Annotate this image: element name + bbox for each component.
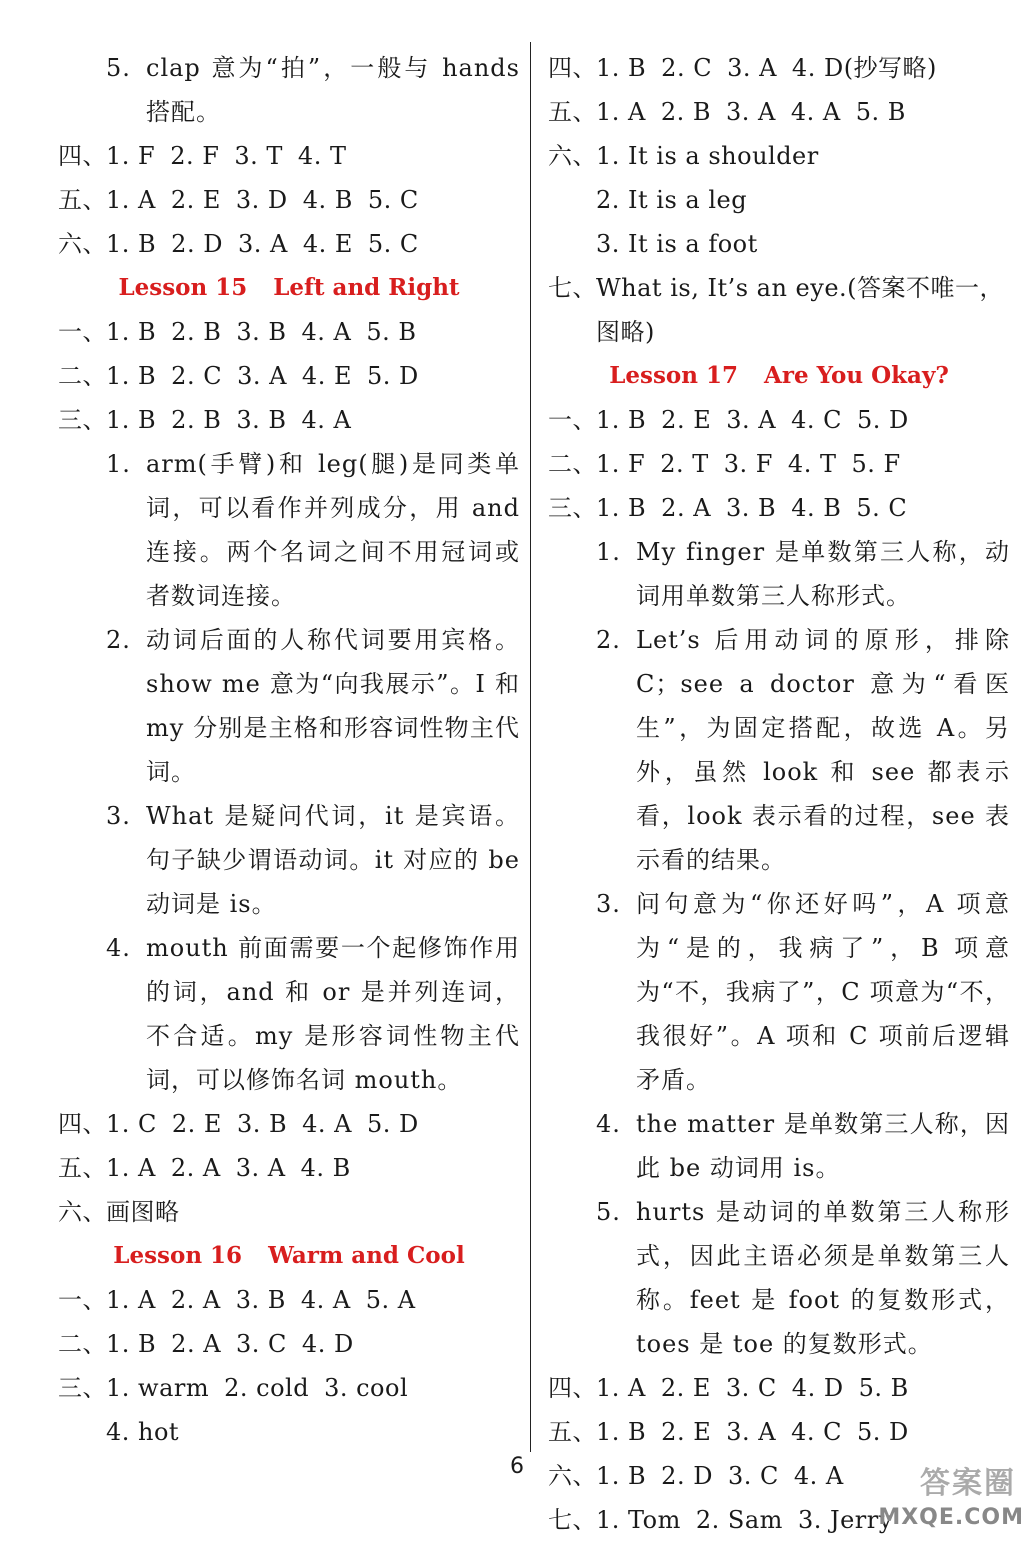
note-text: Let’s 后用动词的原形，排除 C；see a doctor 意为“看医生”，为固定搭配，故选 A。另外，虽然 look 和 see 都表示看，look 表示看的过程，see 表示看的结果。	[636, 626, 1010, 874]
section-label: 三、	[548, 494, 597, 522]
section-label: 二、	[58, 1330, 107, 1358]
answer-item: 1. B	[596, 1462, 647, 1490]
answer-item: 2. F	[170, 142, 220, 170]
lesson-heading	[548, 354, 1010, 398]
answer-row	[58, 1146, 520, 1190]
section-label: 五、	[58, 186, 107, 214]
answer-item: 3. B	[236, 1110, 288, 1138]
answers	[596, 98, 921, 126]
note-number: 3.	[596, 890, 621, 918]
answer-item: 3. B	[235, 1286, 286, 1314]
answer-row	[58, 134, 520, 178]
answer-item: 5. A	[365, 1286, 416, 1314]
answers	[106, 1374, 423, 1402]
answer-item: 3. A	[726, 98, 776, 126]
note-number: 2.	[106, 626, 131, 654]
section-label: 一、	[548, 406, 597, 434]
answer-row	[548, 442, 1010, 486]
answer-item: 2. T	[660, 450, 709, 478]
answer-item: 3. B	[726, 494, 777, 522]
answer-item: 4. B	[300, 1154, 351, 1182]
answer-row	[58, 1322, 520, 1366]
answers	[106, 1286, 431, 1314]
answer-item: 1. It is a shoulder	[596, 142, 819, 170]
answer-row	[58, 1278, 520, 1322]
answer-item: 4. A	[300, 1286, 351, 1314]
answer-item: 3. cool	[324, 1374, 409, 1402]
note-number: 5.	[106, 54, 131, 82]
answers	[106, 1110, 434, 1138]
lesson-number: Lesson 16	[113, 1242, 243, 1269]
note-text: What 是疑问代词，it 是宾语。句子缺少谓语动词。it 对应的 be 动词是 is。	[146, 802, 520, 918]
answer-row	[58, 178, 520, 222]
answer-item: 1. B	[596, 406, 647, 434]
note-number: 1.	[106, 450, 131, 478]
continuation-line: 2. It is a leg	[596, 186, 748, 214]
note-text: arm(手臂)和 leg(腿)是同类单词，可以看作并列成分，用 and 连接。两个名词之间不用冠词或者数词连接。	[146, 450, 520, 610]
answer-item: 3. A	[726, 1418, 777, 1446]
answer-item: 4. A	[302, 1110, 352, 1138]
answer-item: 5. D	[856, 406, 909, 434]
answer-item: 1. B	[596, 54, 647, 82]
explanation-note	[548, 882, 1010, 1102]
lesson-title: Warm and Cool	[268, 1242, 465, 1269]
answers	[106, 406, 366, 434]
answer-item: 1. F	[106, 142, 156, 170]
answer-row	[548, 1410, 1010, 1454]
continuation-line: 3. It is a foot	[596, 230, 758, 258]
section-label: 一、	[58, 318, 107, 346]
section-label: 五、	[548, 1418, 597, 1446]
column-divider	[530, 42, 531, 1452]
note-number: 4.	[106, 934, 131, 962]
answers	[106, 1154, 366, 1182]
answer-item: 4. E	[302, 230, 353, 258]
answer-item: 5. D	[856, 1418, 909, 1446]
lesson-number: Lesson 15	[118, 274, 248, 301]
answer-item: 2. A	[661, 494, 712, 522]
explanation-note	[58, 926, 520, 1102]
note-text: hurts 是动词的单数第三人称形式，因此主语必须是单数第三人称。feet 是 foot 的复数形式，toes 是 toe 的复数形式。	[636, 1198, 1010, 1358]
section-label: 二、	[58, 362, 107, 390]
answer-item: 1. B	[106, 1330, 157, 1358]
answer-row	[58, 1366, 520, 1410]
lesson-title: Are You Okay?	[763, 362, 949, 389]
answer-item: 4. A	[790, 98, 841, 126]
answer-item: 4. D	[301, 1330, 354, 1358]
answer-item: 1. B	[106, 406, 157, 434]
answer-item: 1. Tom	[596, 1506, 681, 1534]
answer-item: 2. E	[171, 1110, 222, 1138]
note-text: My finger 是单数第三人称，动词用单数第三人称形式。	[636, 538, 1010, 610]
continuation-line: 4. hot	[106, 1418, 180, 1446]
note-number: 3.	[106, 802, 131, 830]
section-label: 七、	[548, 1506, 597, 1534]
answer-item: 4. A	[301, 406, 352, 434]
answers	[596, 1506, 908, 1534]
explanation-note	[548, 1190, 1010, 1366]
section-label: 六、	[548, 142, 597, 170]
right-column	[548, 46, 1010, 1542]
answer-item: 3. B	[236, 406, 287, 434]
answer-row	[58, 1190, 520, 1234]
answer-item: 4. A	[793, 1462, 844, 1490]
answer-item: 2. D	[171, 230, 223, 258]
page-number: 6	[510, 1454, 524, 1479]
answer-item: 1. F	[596, 450, 646, 478]
answer-item: What is, It’s an eye.(答案不唯一，	[596, 274, 1005, 302]
answer-item: 4. E	[301, 362, 352, 390]
watermark-cn: 答案圈	[920, 1466, 1016, 1501]
answer-item: 1. C	[106, 1110, 157, 1138]
answers	[596, 54, 952, 82]
answer-item: 5. B	[858, 1374, 909, 1402]
answer-item: 4. C	[791, 406, 842, 434]
explanation-note	[58, 46, 520, 134]
answers	[596, 450, 916, 478]
answers	[596, 494, 922, 522]
answer-item: 1. B	[596, 494, 647, 522]
note-text: 问句意为“你还好吗”，A 项意为“是的，我病了”，B 项意为“不，我病了”，C 项意为“不，我很好”。A 项和 C 项前后逻辑矛盾。	[636, 890, 1010, 1094]
note-number: 4.	[596, 1110, 621, 1138]
answer-item: 2. E	[661, 406, 712, 434]
answer-item: 3. C	[727, 1462, 779, 1490]
answer-item: 4. B	[302, 186, 353, 214]
answer-item: 5. D	[366, 362, 419, 390]
answers	[596, 406, 924, 434]
answers	[106, 318, 432, 346]
section-label: 三、	[58, 1374, 107, 1402]
explanation-note	[58, 794, 520, 926]
section-label: 六、	[548, 1462, 597, 1490]
answers	[596, 1418, 924, 1446]
explanation-note	[58, 442, 520, 618]
section-label: 三、	[58, 406, 107, 434]
answer-item: 1. B	[596, 1418, 647, 1446]
answer-item: 1. B	[106, 318, 157, 346]
note-text: the matter 是单数第三人称，因此 be 动词用 is。	[636, 1110, 1010, 1182]
answer-item: 2. E	[170, 186, 221, 214]
answer-row	[58, 310, 520, 354]
answer-item: 2. Sam	[695, 1506, 783, 1534]
answer-item: 3. A	[235, 1154, 286, 1182]
answer-item: 5. C	[367, 186, 419, 214]
section-label: 四、	[548, 54, 597, 82]
answer-item: 3. A	[237, 230, 288, 258]
section-label: 六、	[58, 230, 107, 258]
left-column	[58, 46, 520, 1454]
answer-row	[58, 1102, 520, 1146]
answer-item: 4. T	[787, 450, 837, 478]
lesson-heading	[58, 266, 520, 310]
answer-row	[548, 134, 1010, 178]
answer-item: 3. C	[725, 1374, 777, 1402]
note-number: 1.	[596, 538, 621, 566]
answer-item: 4. A	[301, 318, 352, 346]
note-text: mouth 前面需要一个起修饰作用的词，and 和 or 是并列连词，不合适。my 是形容词性物主代词，可以修饰名词 mouth。	[146, 934, 520, 1094]
answer-item: 3. A	[237, 362, 287, 390]
answer-item: 2. E	[660, 1374, 711, 1402]
answer-item: 5. C	[367, 230, 419, 258]
answer-item: 5. B	[366, 318, 417, 346]
answer-item: 2. C	[171, 362, 223, 390]
answer-item: 5. B	[855, 98, 906, 126]
answers	[596, 274, 1019, 302]
answer-item: 3. A	[726, 406, 777, 434]
section-label: 一、	[58, 1286, 107, 1314]
answer-item: 2. A	[171, 1330, 222, 1358]
answer-item: 2. D	[661, 1462, 713, 1490]
answer-item: 3. A	[727, 54, 777, 82]
section-label: 四、	[58, 142, 107, 170]
explanation-note	[548, 1102, 1010, 1190]
answer-item: 2. A	[170, 1154, 221, 1182]
answer-item: 4. C	[791, 1418, 842, 1446]
answers	[106, 1198, 195, 1226]
answer-item: 1. A	[106, 186, 156, 214]
answer-item: 1. A	[596, 1374, 646, 1402]
answer-row	[548, 486, 1010, 530]
answer-item: 1. B	[106, 230, 157, 258]
answer-item: 5. F	[851, 450, 901, 478]
answer-row	[548, 1366, 1010, 1410]
continuation-line: 图略)	[596, 318, 655, 346]
answer-item: 1. A	[106, 1286, 156, 1314]
section-label: 四、	[548, 1374, 597, 1402]
answers	[596, 142, 834, 170]
answer-row	[548, 46, 1010, 90]
answers	[106, 142, 361, 170]
section-label: 七、	[548, 274, 597, 302]
explanation-note	[548, 530, 1010, 618]
note-number: 5.	[596, 1198, 621, 1226]
answer-item: 3. T	[234, 142, 283, 170]
explanation-note	[548, 618, 1010, 882]
section-label: 五、	[58, 1154, 107, 1182]
answer-item: 5. D	[366, 1110, 419, 1138]
answer-item: 1. B	[106, 362, 157, 390]
watermark-url: MXQE.COM	[878, 1505, 1024, 1530]
answer-item: 3. D	[235, 186, 288, 214]
answer-row	[548, 90, 1010, 134]
note-text: clap 意为“拍”，一般与 hands 搭配。	[146, 54, 520, 126]
answer-item: 4. B	[791, 494, 842, 522]
answer-row	[58, 398, 520, 442]
answer-item: 3. Jerry	[797, 1506, 893, 1534]
answer-row	[58, 222, 520, 266]
answer-item: 4. D(抄写略)	[791, 54, 937, 82]
answer-item: 3. B	[236, 318, 287, 346]
answer-item: 2. A	[170, 1286, 221, 1314]
answer-item: 3. C	[236, 1330, 287, 1358]
answer-item: 2. C	[661, 54, 713, 82]
answer-row	[58, 354, 520, 398]
answer-item: 2. B	[171, 406, 222, 434]
explanation-note	[58, 618, 520, 794]
answer-row	[548, 398, 1010, 442]
answer-item: 画图略	[106, 1198, 180, 1226]
answer-row	[548, 266, 1010, 310]
section-label: 六、	[58, 1198, 107, 1226]
answers	[106, 230, 434, 258]
answer-item: 2. B	[660, 98, 712, 126]
answer-item: 2. B	[171, 318, 222, 346]
answers	[106, 1330, 369, 1358]
lesson-number: Lesson 17	[609, 362, 738, 389]
answer-item: 5. C	[856, 494, 908, 522]
section-label: 四、	[58, 1110, 107, 1138]
answer-item: 1. A	[596, 98, 646, 126]
answers	[106, 362, 434, 390]
answers	[596, 1374, 924, 1402]
answer-item: 3. F	[723, 450, 773, 478]
answers	[106, 186, 434, 214]
answer-item: 2. E	[661, 1418, 712, 1446]
note-number: 2.	[596, 626, 621, 654]
lesson-heading	[58, 1234, 520, 1278]
answer-item: 4. D	[791, 1374, 844, 1402]
answer-item: 1. warm	[106, 1374, 210, 1402]
answer-item: 1. A	[106, 1154, 156, 1182]
section-label: 五、	[548, 98, 597, 126]
note-text: 动词后面的人称代词要用宾格。show me 意为“向我展示”。I 和 my 分别是主格和形容词性物主代词。	[146, 626, 520, 786]
lesson-title: Left and Right	[273, 274, 460, 301]
answer-item: 4. T	[297, 142, 347, 170]
section-label: 二、	[548, 450, 597, 478]
answer-item: 2. cold	[224, 1374, 310, 1402]
